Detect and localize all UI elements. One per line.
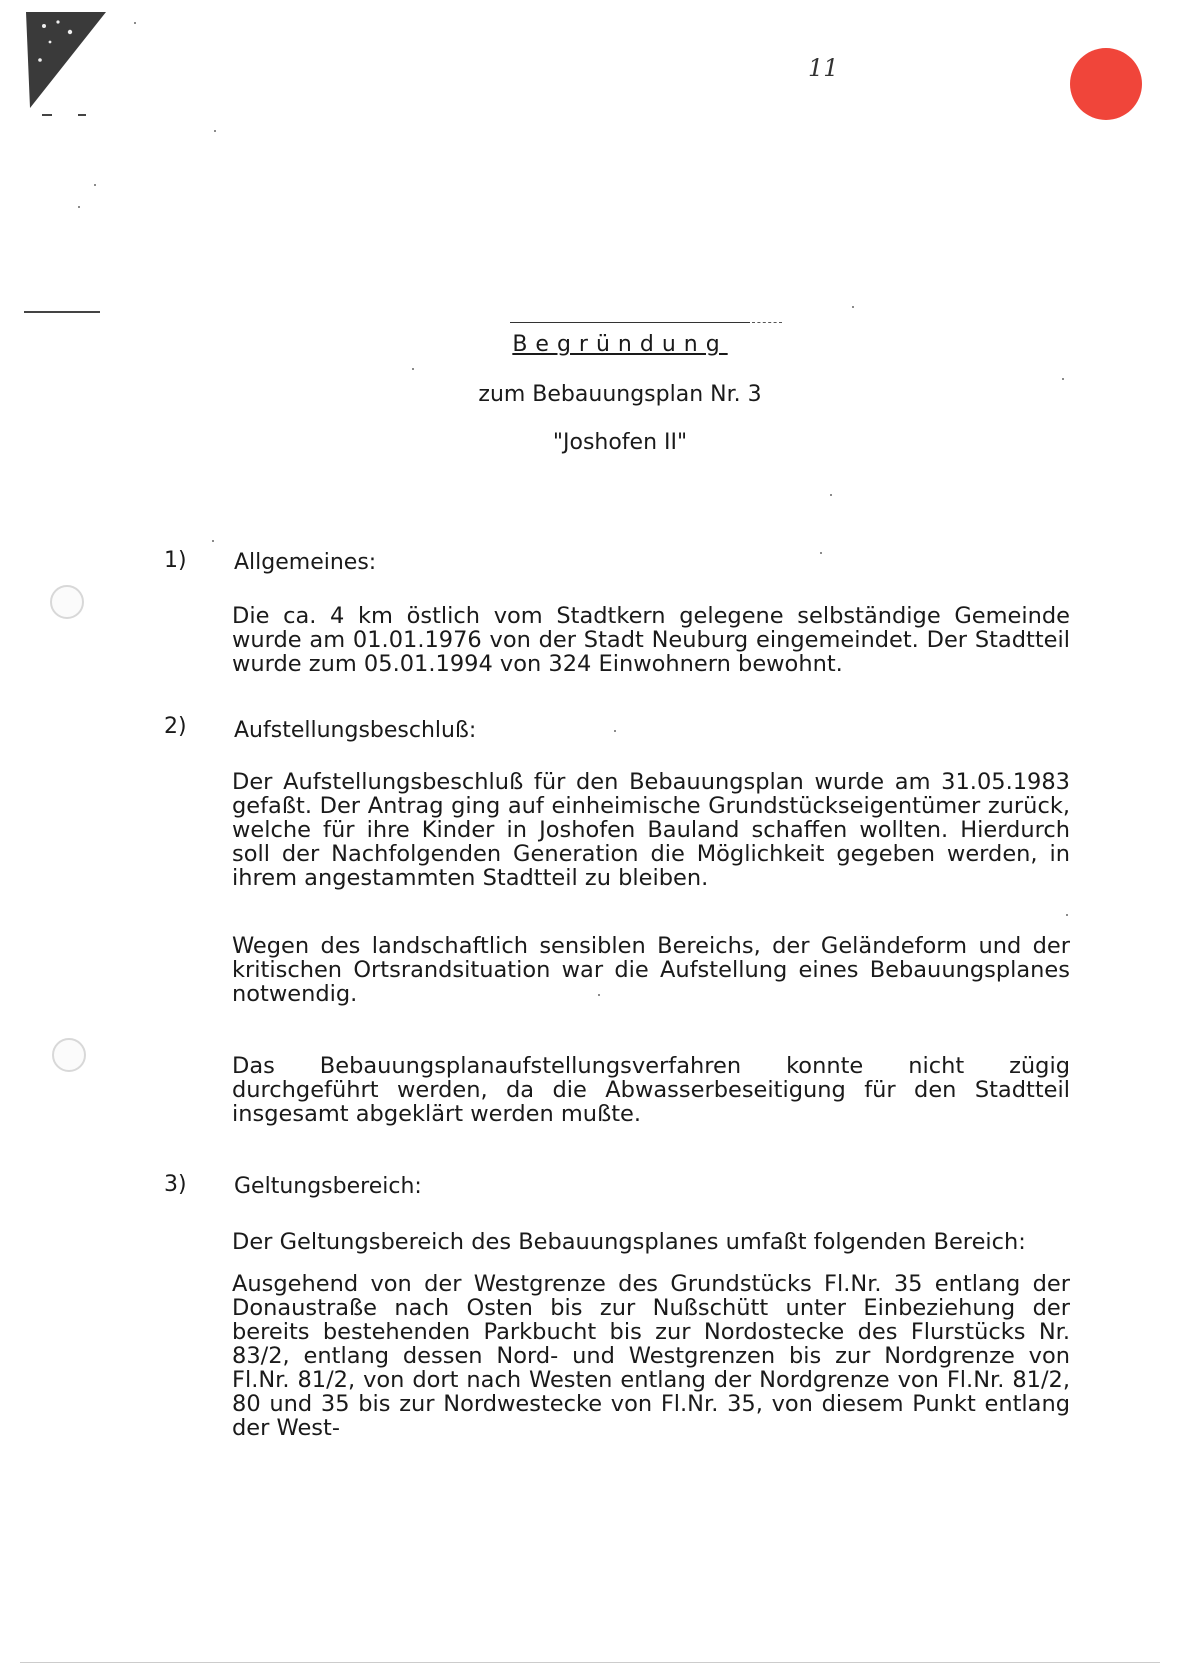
section-heading-aufstellungsbeschluss: Aufstellungsbeschluß: xyxy=(234,718,477,743)
page-number: 11 xyxy=(808,54,839,82)
section-number: 1) xyxy=(164,548,187,573)
scan-speck xyxy=(78,206,80,208)
section-paragraph: Die ca. 4 km östlich vom Stadtkern gelegene selbständige Gemeinde wurde am 01.01.1976 von der Stadt Neuburg eingemeindet. Der Stadtteil wurde zum 05.01.1994 von 324 Einwohnern bewohnt. xyxy=(232,603,1070,677)
scan-speck xyxy=(212,540,214,542)
scan-speck xyxy=(94,184,96,186)
section-paragraph: Wegen des landschaftlich sensiblen Bereichs, der Geländeform und der kritischen Ortsrandsituation war die Aufstellung eines Bebauungsplanes notwendig. xyxy=(232,933,1070,1007)
section-paragraph: Ausgehend von der Westgrenze des Grundstücks Fl.Nr. 35 entlang der Donaustraße nach Osten bis zur Nußschütt unter Einbeziehung der bereits bestehenden Parkbucht bis zur Nordostecke des Flurstücks Nr. 83/2, entlang dessen Nord- und Westgrenzen bis zur Nordgrenze von Fl.Nr. 81/2, von dort nach Westen entlang der Nordgrenze von Fl.Nr. 81/2, 80 und 35 bis zur Nordwestecke von Fl.Nr. 35, von diesem Punkt entlang der West- xyxy=(232,1271,1070,1441)
punch-hole-bottom xyxy=(52,1038,86,1072)
section-heading-geltungsbereich: Geltungsbereich: xyxy=(234,1174,422,1199)
scan-speck xyxy=(830,494,832,496)
document-subtitle: zum Bebauungsplan Nr. 3 xyxy=(478,382,762,407)
margin-dash-mark xyxy=(24,311,100,313)
header-rule xyxy=(510,322,750,323)
section-number: 3) xyxy=(164,1172,187,1197)
scan-speck xyxy=(1062,378,1064,380)
red-sticker-dot xyxy=(1070,48,1142,120)
scan-speck xyxy=(214,130,216,132)
corner-scan-mark xyxy=(22,8,112,118)
header-rule-dashes xyxy=(752,322,782,323)
section-paragraph: Das Bebauungsplanaufstellungsverfahren konnte nicht zügig durchgeführt werden, da die Abwasserbeseitigung für den Stadtteil insgesamt abgeklärt werden mußte. xyxy=(232,1053,1070,1127)
scan-speck xyxy=(852,306,854,308)
punch-hole-top xyxy=(50,585,84,619)
page-bottom-edge xyxy=(20,1662,1160,1663)
section-heading-allgemeines: Allgemeines: xyxy=(234,550,377,575)
document-title: Begründung xyxy=(512,332,728,357)
scan-speck xyxy=(412,368,414,370)
scan-speck xyxy=(1066,914,1068,916)
scan-speck xyxy=(614,730,616,732)
section-number: 2) xyxy=(164,714,187,739)
section-paragraph: Der Geltungsbereich des Bebauungsplanes umfaßt folgenden Bereich: xyxy=(232,1229,1026,1255)
plan-name: "Joshofen II" xyxy=(552,430,688,455)
scan-speck xyxy=(820,552,822,554)
scan-speck xyxy=(134,22,136,24)
section-paragraph: Der Aufstellungsbeschluß für den Bebauungsplan wurde am 31.05.1983 gefaßt. Der Antrag ging auf einheimische Grundstückseigentümer zurück, welche für ihre Kinder in Joshofen Bauland schaffen wollten. Hierdurch soll der Nachfolgenden Generation die Möglichkeit gegeben werden, in ihrem angestammten Stadtteil zu bleiben. xyxy=(232,769,1070,891)
